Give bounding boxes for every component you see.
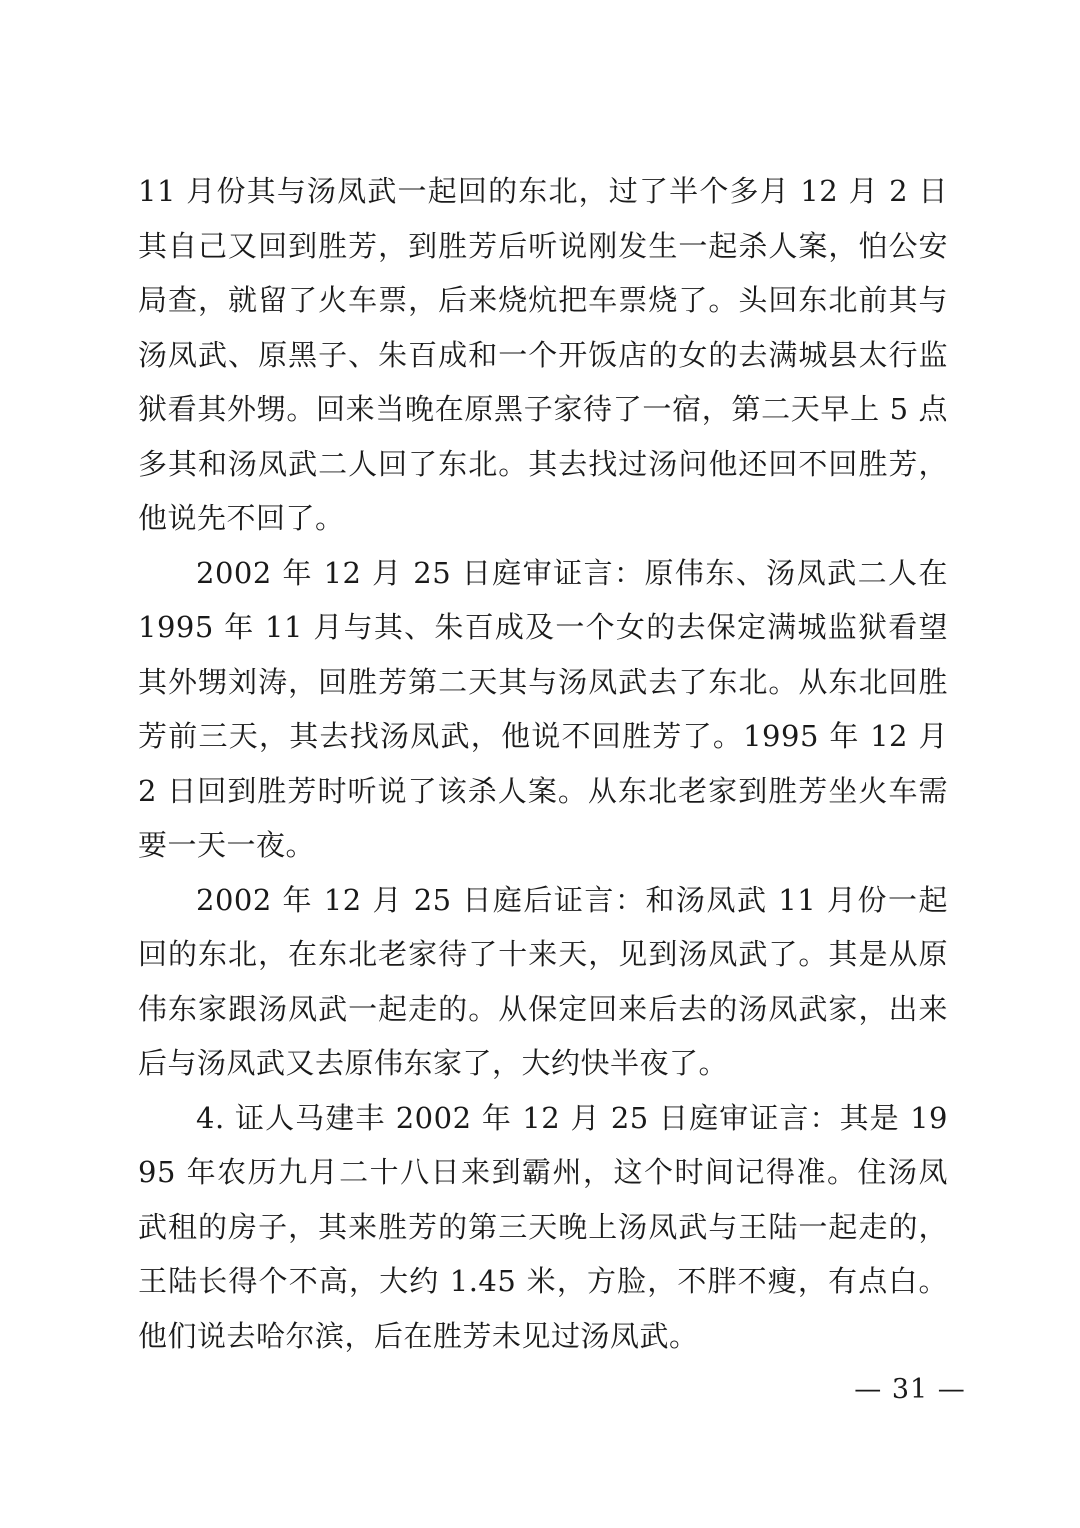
paragraph-post-trial-testimony: 2002 年 12 月 25 日庭后证言：和汤凤武 11 月份一起回的东北，在东北老家待了十来天，见到汤凤武了。其是从原伟东家跟汤凤武一起走的。从保定回来后去的汤凤武家，出来后与汤凤武又去原伟东家了，大约快半夜了。 bbox=[138, 882, 948, 1080]
paragraph-continued: 11 月份其与汤凤武一起回的东北，过了半个多月 12 月 2 日其自己又回到胜芳，到胜芳后听说刚发生一起杀人案，怕公安局查，就留了火车票，后来烧炕把车票烧了。头回东北前其与汤凤武、原黑子、朱百成和一个开饭店的女的去满城县太行监狱看其外甥。回来当晚在原黑子家待了一宿，第二天早上 5 点多其和汤凤武二人回了东北。其去找过汤问他还回不回胜芳，他说先不回了。 bbox=[138, 174, 948, 535]
paragraph-witness-ma-jianfeng: 4. 证人马建丰 2002 年 12 月 25 日庭审证言：其是 1995 年农历九月二十八日来到霸州，这个时间记得准。住汤凤武租的房子，其来胜芳的第三天晚上汤凤武与王陆一起走的，王陆长得个不高，大约 1.45 米，方脸，不胖不瘦，有点白。他们说去哈尔滨，后在胜芳未见过汤凤武。 bbox=[138, 1100, 948, 1353]
document-body bbox=[138, 164, 948, 1363]
paragraph-trial-testimony: 2002 年 12 月 25 日庭审证言：原伟东、汤凤武二人在 1995 年 11 月与其、朱百成及一个女的去保定满城监狱看望其外甥刘涛，回胜芳第二天其与汤凤武去了东北。从东北回胜芳前三天，其去找汤凤武，他说不回胜芳了。1995 年 12 月 2 日回到胜芳时听说了该杀人案。从东北老家到胜芳坐火车需要一天一夜。 bbox=[138, 555, 948, 862]
page-number: — 31 — bbox=[854, 1374, 966, 1405]
